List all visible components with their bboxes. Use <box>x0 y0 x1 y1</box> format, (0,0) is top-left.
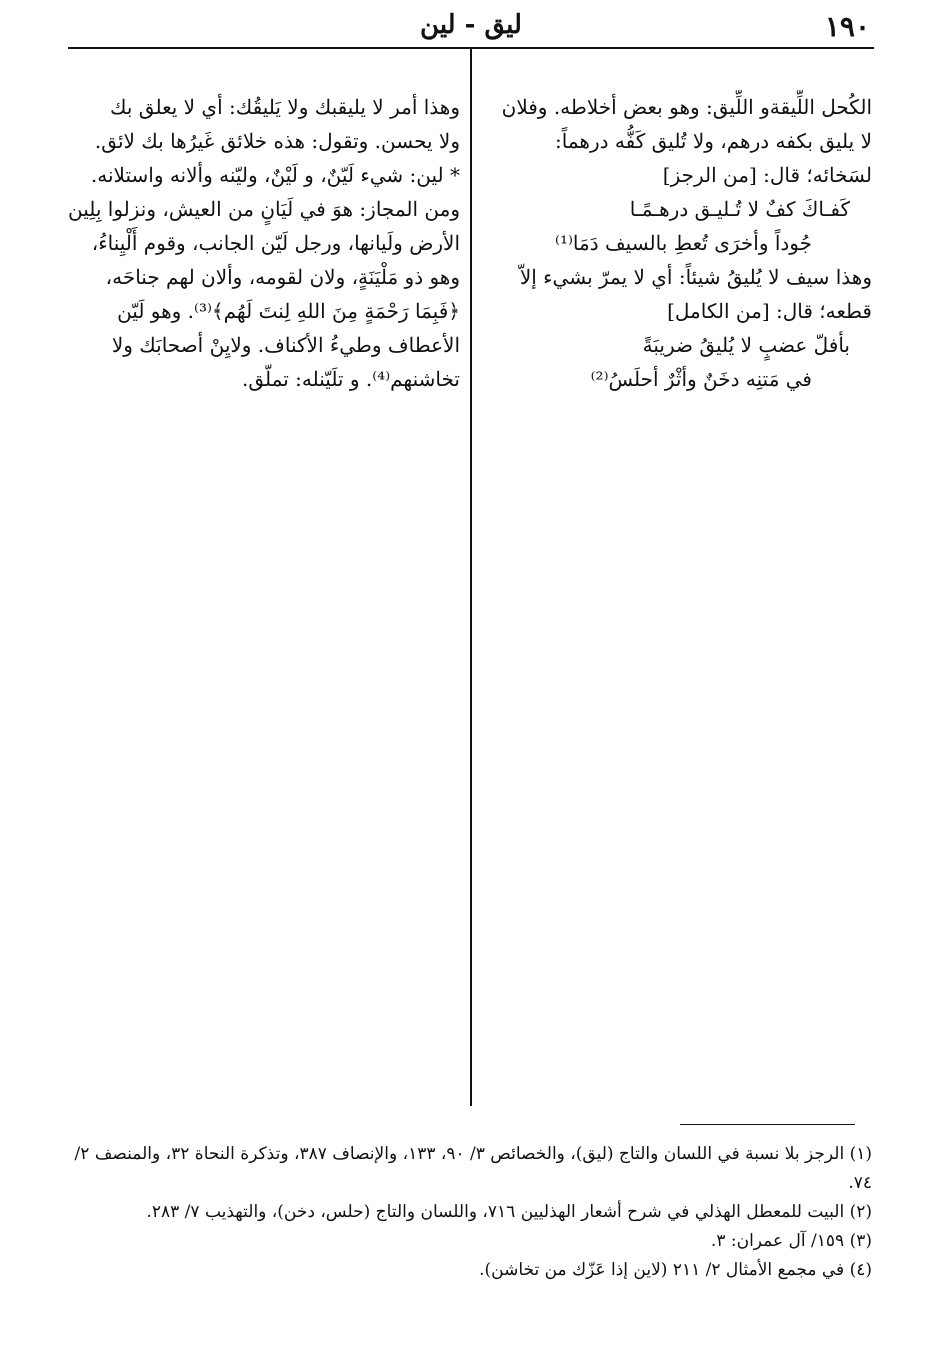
page-header <box>68 8 874 46</box>
text-line: وهو ذو مَلْيَنَةٍ، ولان لقومه، وألان لهم جناحَه، <box>105 265 460 289</box>
text-line: لا يليق بكفه درهم، ولا تُليق كَفُّه درهماً: <box>555 129 872 153</box>
verse-line: بأفلّ عضبٍ لا يُليقُ ضريبَةً <box>642 333 850 357</box>
text-line: ولا يحسن. وتقول: هذه خلائق غَيرُها بك لائق. <box>94 129 460 153</box>
quran-quote-line: ﴿فَبِمَا رَحْمَةٍ مِنَ اللهِ لِنتَ لَهُم﴾⁽³⁾. وهو لَيّن <box>117 299 460 323</box>
text-line: الأعطاف وطيءُ الأكناف. ولايِنْ أصحابَك ولا <box>111 333 460 357</box>
text-line: تخاشنهم⁽⁴⁾. و تلَيّنله: تملّق. <box>242 367 460 391</box>
text-line: لسَخائه؛ قال: [من الرجز] <box>662 163 872 187</box>
footnotes <box>70 1140 872 1285</box>
verse-line: جُوداً وأخرَى تُعطِ بالسيف دَمَا⁽¹⁾ <box>555 231 812 255</box>
page-number: ١٩٠ <box>824 10 870 43</box>
verse-line: كَفـاكَ كفٌ لا تُـليـق درهـمًـا <box>629 197 850 221</box>
verse-line: في مَتنِه دخَنٌ وأثْرٌ أحلَسُ⁽²⁾ <box>590 367 812 391</box>
left-column <box>66 90 460 396</box>
text-line: الكُحل اللِّيقةو اللِّيق: وهو بعض أخلاطه. وفلان <box>501 95 872 119</box>
footnote: (٣) ١٥٩/ آل عمران: ٣. <box>710 1231 872 1251</box>
text-line: ومن المجاز: هوَ في لَيَانٍ من العيش، ونزلوا بِلِين <box>67 197 460 221</box>
text-line: قطعه؛ قال: [من الكامل] <box>667 299 872 323</box>
entry-heading-line: * لين: شيء لَيّنٌ، و لَيْنٌ، وليّنه وألانه واستلانه. <box>90 163 460 187</box>
footnote-rule <box>680 1124 855 1125</box>
right-column <box>486 90 872 396</box>
footnote: (٤) في مجمع الأمثال ٢/ ٢١١ (لاين إذا عَزّك من تخاشن). <box>479 1260 872 1280</box>
column-divider <box>470 48 472 1106</box>
footnote: (١) الرجز بلا نسبة في اللسان والتاج (ليق)، والخصائص ٣/ ٩٠، ١٣٣، والإنصاف ٣٨٧، وتذكرة النحاة ٣٢، والمنصف ٢/ ٧٤. <box>74 1144 872 1193</box>
text-line: الأرض ولَيانها، ورجل لَيّن الجانب، وقوم أَلْيِناءُ، <box>91 231 460 255</box>
text-line: وهذا سيف لا يُليقُ شيئاً: أي لا يمرّ بشيء إلاّ <box>519 265 872 289</box>
text-line: وهذا أمر لا يليقبك ولا يَليقُك: أي لا يعلق بك <box>110 95 460 119</box>
footnote: (٢) البيت للمعطل الهذلي في شرح أشعار الهذليين ٧١٦، واللسان والتاج (حلس، دخن)، والتهذيب ٧/ ٢٨٣. <box>146 1202 872 1222</box>
running-head: ليق - لين <box>420 10 522 40</box>
